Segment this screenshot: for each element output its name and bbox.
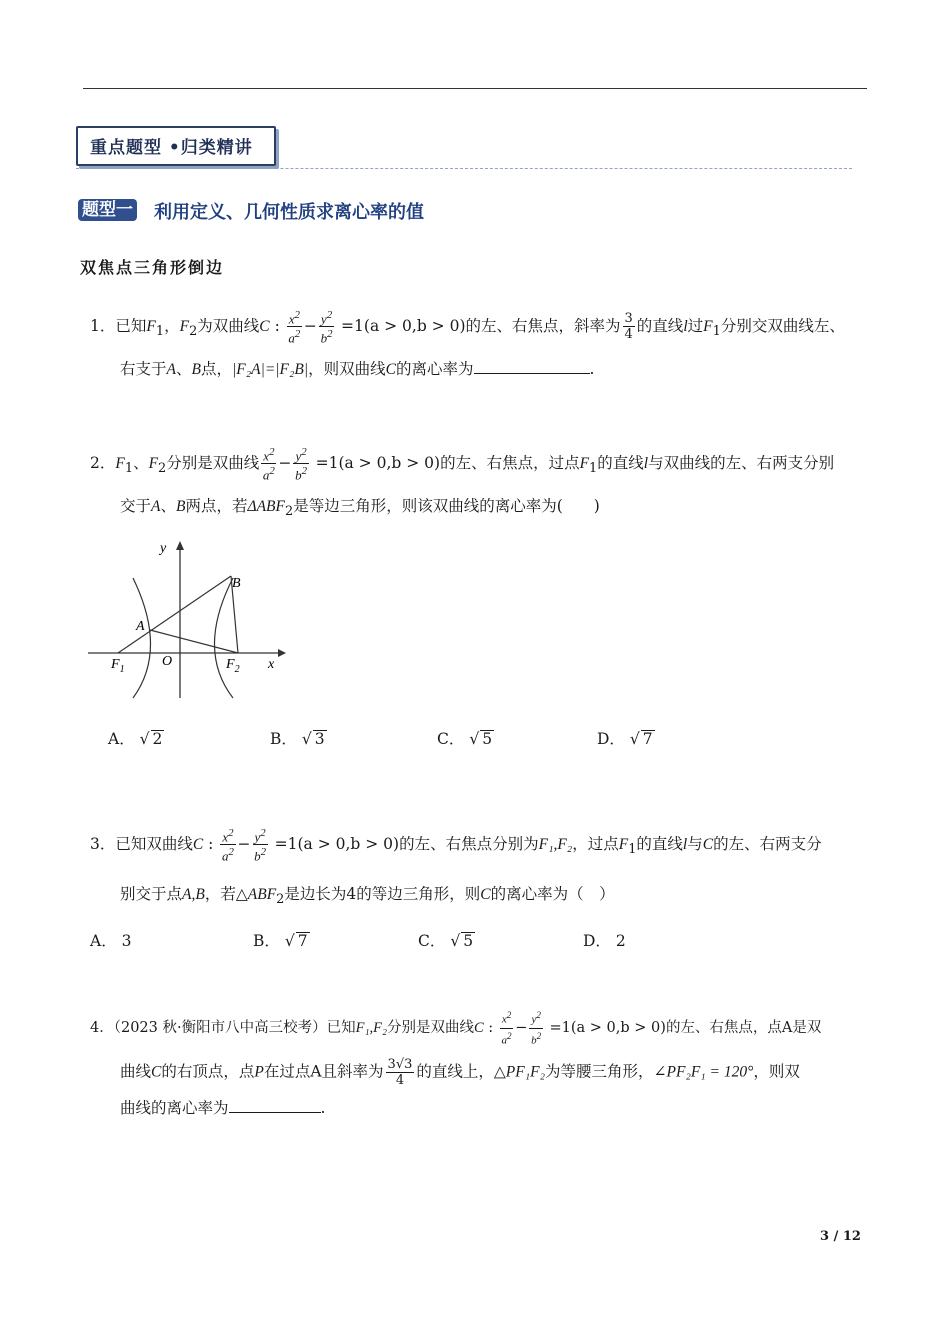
q3-line2: 别交于点A,B，若$\triangle ABF_2$是边长为4的等边三角形，则C的离心率为（ ） [120, 885, 615, 908]
q3-option-a[interactable]: A． 3 [90, 932, 132, 950]
subheading: 双焦点三角形倒边 [80, 258, 225, 277]
origin-label: O [162, 654, 173, 669]
q3-option-c[interactable]: C． √ 5 [418, 932, 474, 950]
q2-option-c[interactable]: C． √ 5 [437, 730, 493, 748]
q2-line1: 2．$F_1$、$F_2$分别是双曲线 $\frac{x^2}{a^2}$ − $\frac{y^2}{b^2}$ =1(a > 0,b > 0)的左、右焦点，过点$F_1$的直线l与双曲线的左、右两支分别 [90, 446, 835, 483]
x-axis-label: x [268, 657, 275, 672]
point-b-label: B [232, 576, 241, 591]
q2-option-a[interactable]: A． √ 2 [108, 730, 163, 748]
q4-line3: 曲线的离心率为 . [120, 1099, 326, 1117]
point-a-label: A [136, 619, 145, 634]
header-rule [83, 88, 867, 89]
answer-blank[interactable] [229, 1100, 321, 1113]
type-badge: 题型一 [78, 199, 137, 221]
q4-line2: 曲线C的右顶点，点P在过点A且斜率为 $\frac{3√3}{4}$ 的直线上，△PF₁F₂为等腰三角形，∠PF₂F₁ = 120°，则双 [120, 1057, 800, 1088]
section-tab [76, 126, 276, 166]
y-axis-label: y [160, 541, 167, 556]
f2-label: $F_2$ [226, 657, 240, 675]
page-number: 3 / 12 [820, 1229, 861, 1244]
section-divider [76, 168, 852, 169]
q2-line2: 交于A、B两点，若$\Delta ABF_2$是等边三角形，则该双曲线的离心率为( ) [120, 497, 600, 520]
q3-option-b[interactable]: B． √ 7 [253, 932, 308, 950]
type-title: 利用定义、几何性质求离心率的值 [154, 202, 424, 223]
q1-line2: 右支于A、B点，|F₂A|=|F₂B|，则双曲线C的离心率为 . [120, 360, 595, 378]
section-label: 重点题型 •归类精讲 [90, 138, 253, 158]
answer-blank[interactable] [474, 361, 590, 374]
q4-line1: 4．（2023 秋·衡阳市八中高三校考）已知F₁,F₂分别是双曲线C : $\frac{x^2}{a^2}$ − $\frac{y^2}{b^2}$ =1(a > 0,b > 0)的左、右焦点，点A是双 [90, 1010, 822, 1047]
q1-line1: 1．已知$F_1$，$F_2$为双曲线C : $\frac{x^2}{a^2}$ − $\frac{y^2}{b^2}$ =1(a > 0,b > 0)的左、右焦点，斜率为 $\frac{3}{4}$ 的直线l过$F_1$分别交双曲线左、 [90, 309, 845, 346]
q3-option-d[interactable]: D． 2 [583, 932, 626, 950]
f1-label: $F_1$ [111, 657, 125, 675]
q3-line1: 3．已知双曲线C : $\frac{x^2}{a^2}$ − $\frac{y^2}{b^2}$ =1(a > 0,b > 0)的左、右焦点分别为F₁,F₂，过点$F_1$的直线l与C的左、右两支分 [90, 827, 822, 864]
q2-option-b[interactable]: B． √ 3 [270, 730, 325, 748]
q2-option-d[interactable]: D． √ 7 [597, 730, 653, 748]
hyperbola-figure [88, 538, 288, 704]
